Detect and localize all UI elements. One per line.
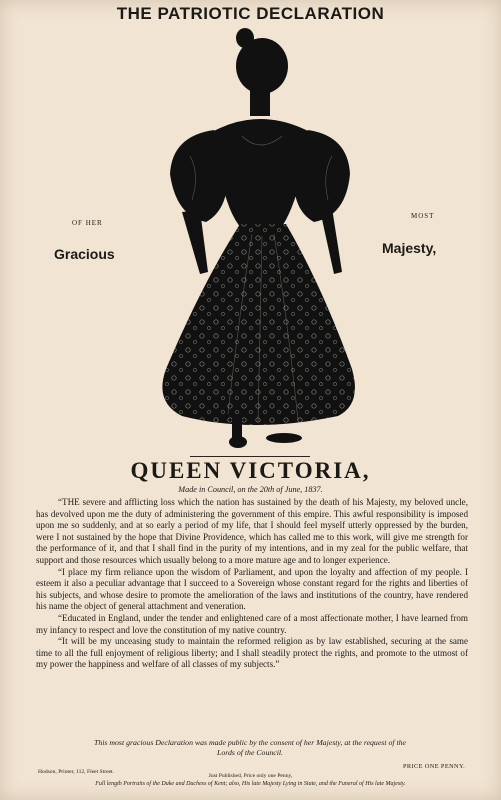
declaration-text [36,497,468,671]
gracious-label: Gracious [54,246,115,262]
closing-note: This most gracious Declaration was made public by the consent of her Majesty, at the request of the Lords of the Council. [94,738,406,757]
of-her-label: OF HER [72,219,103,227]
majesty-label: Majesty, [382,240,437,256]
council-date-line: Made in Council, on the 20th of June, 1837. [178,485,323,494]
queen-name-heading: QUEEN VICTORIA, [130,458,371,483]
printer-imprint: Hodson, Printer, 112, Fleet Street. [38,769,115,775]
advertisement-line: Full length Portraits of the Duke and Duchess of Kent; also, His late Majesty Lying in State, and the Funeral of His late Majesty. [95,781,406,787]
page-title: THE PATRIOTIC DECLARATION [116,4,385,23]
declaration-paragraph: “THE severe and afflicting loss which the nation has sustained by the death of his Majesty, my beloved uncle, has devolved upon me the duty of administering the government of this empire. This awful responsibility is imposed upon me so suddenly, and at so early a period of my life, that I should feel myself utterly oppressed by the burden, were I not sustained by the hope that Divine Providence, which has called me to this work, will give me strength for the performance of it, and that I shall find in the purity of my intentions, and in my zeal for the public welfare, that support and those resources which usually belong to a more mature age and to longer experience. [36,497,468,565]
declaration-paragraph: “I place my firm reliance upon the wisdom of Parliament, and upon the loyalty and affection of my people. I esteem it also a peculiar advantage that I succeed to a Sovereign whose constant regard for the rights and liberties of his subjects, and whose desire to promote the amelioration of the laws and institutions of the country, have rendered his name the object of general attachment and veneration. [36,566,468,612]
declaration-paragraph: “Educated in England, under the tender and enlightened care of a most affectionate mother, I have learned from my infancy to respect and love the constitution of my native country. [36,612,468,635]
most-label: MOST [411,212,435,220]
declaration-paragraph: “It will be my unceasing study to maintain the reformed religion as by law established, securing at the same time to all the full enjoyment of religious liberty; and I shall steadily protect the rights, and promote to the utmost of my power the happiness and welfare of all classes of my subjects.” [36,636,468,670]
published-notice: Just Published, Price only one Penny, [208,773,293,779]
name-rule [190,456,310,457]
price-label: PRICE ONE PENNY. [403,763,466,770]
queen-victoria-silhouette-icon [142,24,362,464]
